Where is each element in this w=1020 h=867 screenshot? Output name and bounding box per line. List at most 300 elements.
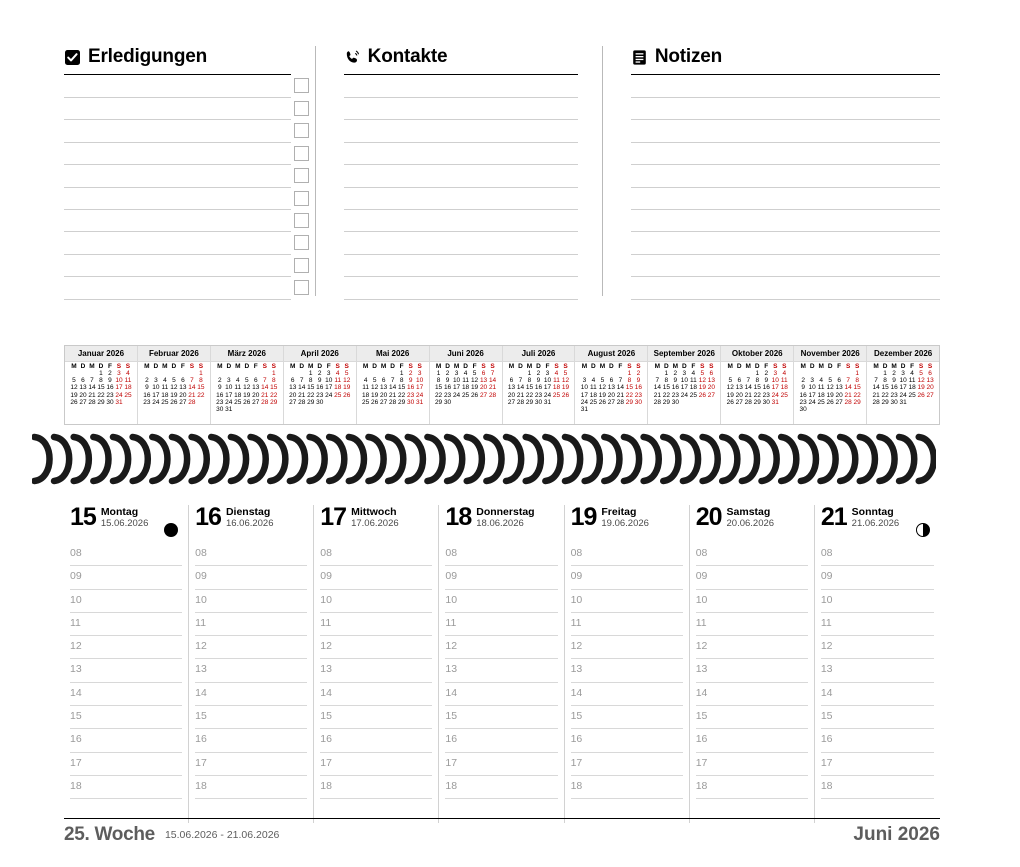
hour-slot[interactable]: 16 — [70, 729, 182, 752]
hour-slot[interactable]: 12 — [320, 636, 432, 659]
month-day-cell[interactable]: 10 — [680, 377, 688, 385]
month-day-cell[interactable]: 31 — [543, 398, 552, 406]
month-day-cell[interactable]: 22 — [753, 391, 761, 399]
month-day-cell[interactable]: 27 — [707, 391, 715, 399]
month-day-cell[interactable]: 23 — [671, 391, 679, 399]
month-day-cell[interactable]: 28 — [653, 398, 661, 406]
month-day-cell[interactable]: 8 — [855, 377, 859, 385]
month-day-cell[interactable]: 22 — [662, 391, 670, 399]
hour-slot[interactable]: 16 — [195, 729, 307, 752]
month-day-cell[interactable]: 13 — [79, 384, 87, 392]
month-day-cell[interactable]: 25 — [780, 391, 788, 399]
month-day-cell[interactable]: 15 — [398, 384, 406, 392]
month-day-cell[interactable]: 7 — [299, 377, 304, 385]
month-day-cell[interactable]: 16 — [143, 391, 151, 399]
todo-checkbox[interactable] — [294, 213, 309, 228]
month-day-cell[interactable]: 30 — [799, 406, 807, 414]
month-day-cell[interactable]: 27 — [926, 391, 934, 399]
month-day-cell[interactable]: 31 — [771, 398, 779, 406]
hour-slot[interactable]: 16 — [320, 729, 432, 752]
month-day-cell[interactable]: 22 — [881, 391, 889, 399]
month-day-cell[interactable]: 21 — [616, 391, 625, 399]
month-day-cell[interactable]: 19 — [343, 384, 351, 392]
month-day-cell[interactable]: 28 — [844, 398, 852, 406]
month-day-cell[interactable]: 12 — [243, 384, 251, 392]
month-day-cell[interactable]: 19 — [726, 391, 734, 399]
month-block[interactable] — [65, 346, 138, 424]
hour-slot[interactable]: 18 — [571, 776, 683, 799]
month-day-cell[interactable]: 17 — [543, 384, 552, 392]
month-day-cell[interactable]: 6 — [290, 377, 295, 385]
month-day-cell[interactable]: 9 — [764, 377, 769, 385]
month-day-cell[interactable]: 21 — [488, 384, 497, 392]
month-day-cell[interactable]: 4 — [782, 370, 787, 377]
hour-slot[interactable]: 11 — [571, 613, 683, 636]
todo-line[interactable] — [64, 210, 291, 232]
month-day-cell[interactable]: 13 — [735, 384, 743, 392]
hour-slot[interactable]: 13 — [70, 659, 182, 682]
hour-slot[interactable]: 09 — [821, 566, 934, 589]
hour-slot[interactable]: 15 — [195, 706, 307, 729]
month-day-cell[interactable]: 19 — [243, 391, 251, 399]
hour-slot[interactable]: 10 — [70, 590, 182, 613]
month-day-cell[interactable]: 5 — [344, 370, 349, 377]
month-day-cell[interactable]: 2 — [764, 370, 769, 377]
contacts-line[interactable] — [344, 98, 578, 120]
month-day-cell[interactable]: 28 — [88, 398, 96, 406]
month-day-cell[interactable]: 16 — [634, 384, 643, 392]
month-day-cell[interactable]: 3 — [326, 370, 331, 377]
hour-slot[interactable]: 13 — [320, 659, 432, 682]
hour-slot[interactable]: 12 — [821, 636, 934, 659]
month-day-cell[interactable]: 16 — [890, 384, 898, 392]
month-day-cell[interactable]: 8 — [99, 377, 103, 385]
month-day-cell[interactable]: 29 — [270, 398, 278, 406]
hour-slot[interactable]: 14 — [70, 683, 182, 706]
month-day-cell[interactable]: 29 — [662, 398, 670, 406]
month-day-cell[interactable]: 6 — [481, 370, 486, 377]
hour-slot[interactable]: 15 — [70, 706, 182, 729]
contacts-line[interactable] — [344, 255, 578, 277]
month-day-cell[interactable]: 20 — [479, 384, 488, 392]
month-day-cell[interactable]: 29 — [97, 398, 105, 406]
month-day-cell[interactable]: 4 — [335, 370, 340, 377]
hour-slot[interactable]: 10 — [696, 590, 808, 613]
month-day-cell[interactable]: 2 — [536, 370, 541, 377]
month-day-cell[interactable]: 11 — [553, 377, 560, 385]
month-day-cell[interactable]: 26 — [170, 398, 178, 406]
month-day-cell[interactable]: 19 — [598, 391, 607, 399]
month-day-cell[interactable]: 2 — [145, 377, 149, 385]
month-day-cell[interactable]: 5 — [72, 377, 76, 385]
todo-line[interactable] — [64, 277, 291, 299]
month-day-cell[interactable]: 2 — [673, 370, 678, 377]
hour-slot[interactable]: 18 — [445, 776, 557, 799]
month-day-cell[interactable]: 1 — [855, 370, 859, 377]
notes-line[interactable] — [631, 98, 940, 120]
hour-slot[interactable]: 14 — [320, 683, 432, 706]
month-day-cell[interactable]: 5 — [563, 370, 568, 377]
month-day-cell[interactable]: 27 — [380, 398, 388, 406]
month-block[interactable] — [721, 346, 794, 424]
month-day-cell[interactable]: 17 — [771, 384, 779, 392]
month-day-cell[interactable]: 31 — [580, 406, 589, 414]
month-block[interactable] — [430, 346, 503, 424]
month-day-cell[interactable]: 1 — [527, 370, 532, 377]
month-day-cell[interactable]: 9 — [408, 377, 413, 385]
month-day-cell[interactable]: 14 — [488, 377, 497, 385]
month-day-cell[interactable]: 4 — [691, 370, 696, 377]
month-day-cell[interactable]: 10 — [225, 384, 233, 392]
month-day-cell[interactable]: 14 — [616, 384, 625, 392]
month-day-cell[interactable]: 3 — [226, 377, 231, 385]
month-day-cell[interactable]: 23 — [407, 391, 415, 399]
month-day-cell[interactable]: 25 — [552, 391, 561, 399]
month-day-cell[interactable]: 26 — [917, 391, 925, 399]
month-day-cell[interactable]: 19 — [698, 384, 706, 392]
hour-slot[interactable]: 08 — [445, 543, 557, 566]
month-day-cell[interactable]: 19 — [170, 391, 178, 399]
month-day-cell[interactable]: 22 — [525, 391, 534, 399]
month-day-cell[interactable]: 14 — [516, 384, 525, 392]
month-day-cell[interactable]: 5 — [372, 377, 377, 385]
month-day-cell[interactable]: 10 — [452, 377, 461, 385]
todo-line[interactable] — [64, 120, 291, 142]
month-day-cell[interactable]: 13 — [707, 377, 715, 385]
month-day-cell[interactable]: 9 — [536, 377, 541, 385]
month-day-cell[interactable]: 30 — [316, 398, 324, 406]
hour-slot[interactable]: 08 — [320, 543, 432, 566]
month-day-cell[interactable]: 12 — [826, 384, 834, 392]
month-day-cell[interactable]: 3 — [582, 377, 587, 385]
month-day-cell[interactable]: 5 — [244, 377, 249, 385]
hour-slot[interactable]: 13 — [821, 659, 934, 682]
month-day-cell[interactable]: 27 — [735, 398, 743, 406]
month-day-cell[interactable]: 4 — [126, 370, 130, 377]
month-day-cell[interactable]: 17 — [115, 384, 123, 392]
month-day-cell[interactable]: 22 — [270, 391, 278, 399]
hour-slot[interactable]: 18 — [70, 776, 182, 799]
month-day-cell[interactable]: 13 — [252, 384, 260, 392]
month-day-cell[interactable]: 11 — [462, 377, 469, 385]
hour-slot[interactable]: 09 — [70, 566, 182, 589]
month-day-cell[interactable]: 12 — [343, 377, 351, 385]
month-day-cell[interactable]: 27 — [835, 398, 843, 406]
month-day-cell[interactable]: 7 — [190, 377, 194, 385]
month-day-cell[interactable]: 17 — [225, 391, 233, 399]
month-day-cell[interactable]: 16 — [316, 384, 324, 392]
month-day-cell[interactable]: 17 — [808, 391, 816, 399]
month-block[interactable] — [867, 346, 939, 424]
month-day-cell[interactable]: 5 — [172, 377, 176, 385]
month-block[interactable] — [211, 346, 284, 424]
month-day-cell[interactable]: 22 — [197, 391, 205, 399]
month-day-cell[interactable]: 15 — [270, 384, 278, 392]
hour-slot[interactable]: 10 — [571, 590, 683, 613]
month-day-cell[interactable]: 16 — [799, 391, 807, 399]
month-day-cell[interactable]: 9 — [217, 384, 222, 392]
month-day-cell[interactable]: 20 — [79, 391, 87, 399]
month-day-cell[interactable]: 4 — [463, 370, 468, 377]
hour-slot[interactable]: 11 — [821, 613, 934, 636]
month-day-cell[interactable]: 3 — [417, 370, 422, 377]
todo-checkbox[interactable] — [294, 168, 309, 183]
month-day-cell[interactable]: 4 — [910, 370, 914, 377]
month-day-cell[interactable]: 27 — [252, 398, 260, 406]
month-day-cell[interactable]: 2 — [108, 370, 112, 377]
month-day-cell[interactable]: 1 — [883, 370, 887, 377]
notes-line[interactable] — [631, 277, 940, 299]
month-day-cell[interactable]: 18 — [689, 384, 697, 392]
month-day-cell[interactable]: 19 — [917, 384, 925, 392]
month-day-cell[interactable]: 7 — [746, 377, 751, 385]
hour-slot[interactable]: 17 — [821, 753, 934, 776]
month-day-cell[interactable]: 2 — [636, 370, 641, 377]
month-day-cell[interactable]: 16 — [407, 384, 415, 392]
month-day-cell[interactable]: 23 — [799, 398, 807, 406]
month-day-cell[interactable]: 6 — [81, 377, 85, 385]
month-day-cell[interactable]: 18 — [817, 391, 825, 399]
month-day-cell[interactable]: 1 — [271, 370, 276, 377]
month-day-cell[interactable]: 9 — [801, 384, 805, 392]
month-day-cell[interactable]: 4 — [819, 377, 823, 385]
month-day-cell[interactable]: 1 — [627, 370, 632, 377]
month-day-cell[interactable]: 12 — [698, 377, 706, 385]
month-day-cell[interactable]: 7 — [262, 377, 267, 385]
month-day-cell[interactable]: 12 — [70, 384, 78, 392]
month-day-cell[interactable]: 1 — [199, 370, 203, 377]
month-day-cell[interactable]: 9 — [673, 377, 678, 385]
month-day-cell[interactable]: 23 — [534, 391, 543, 399]
todo-checkbox[interactable] — [294, 78, 309, 93]
month-day-cell[interactable]: 3 — [901, 370, 905, 377]
month-day-cell[interactable]: 25 — [334, 391, 342, 399]
month-day-cell[interactable]: 7 — [874, 377, 878, 385]
month-day-cell[interactable]: 8 — [199, 377, 203, 385]
month-day-cell[interactable]: 24 — [325, 391, 333, 399]
hour-slot[interactable]: 15 — [320, 706, 432, 729]
month-day-cell[interactable]: 18 — [362, 391, 370, 399]
hour-slot[interactable]: 13 — [195, 659, 307, 682]
month-day-cell[interactable]: 28 — [872, 398, 880, 406]
month-day-cell[interactable]: 24 — [543, 391, 552, 399]
month-day-cell[interactable]: 30 — [890, 398, 898, 406]
hour-slot[interactable]: 09 — [195, 566, 307, 589]
month-day-cell[interactable]: 11 — [334, 377, 342, 385]
month-day-cell[interactable]: 11 — [780, 377, 788, 385]
hour-slot[interactable]: 14 — [571, 683, 683, 706]
month-day-cell[interactable]: 18 — [334, 384, 342, 392]
month-day-cell[interactable]: 20 — [707, 384, 715, 392]
month-day-cell[interactable]: 9 — [892, 377, 896, 385]
month-day-cell[interactable]: 29 — [434, 398, 443, 406]
hour-slot[interactable]: 11 — [696, 613, 808, 636]
month-day-cell[interactable]: 10 — [899, 377, 907, 385]
month-day-cell[interactable]: 10 — [325, 377, 333, 385]
month-day-cell[interactable]: 20 — [179, 391, 187, 399]
hour-slot[interactable]: 17 — [195, 753, 307, 776]
todo-checkbox[interactable] — [294, 191, 309, 206]
month-day-cell[interactable]: 8 — [436, 377, 441, 385]
month-day-cell[interactable]: 31 — [899, 398, 907, 406]
month-day-cell[interactable]: 15 — [881, 384, 889, 392]
month-day-cell[interactable]: 27 — [79, 398, 87, 406]
month-day-cell[interactable]: 3 — [773, 370, 778, 377]
todo-line[interactable] — [64, 143, 291, 165]
month-day-cell[interactable]: 9 — [317, 377, 322, 385]
month-day-cell[interactable]: 7 — [618, 377, 623, 385]
month-day-cell[interactable]: 24 — [808, 398, 816, 406]
notes-line[interactable] — [631, 188, 940, 210]
month-block[interactable] — [503, 346, 576, 424]
month-day-cell[interactable]: 23 — [316, 391, 324, 399]
todo-checkbox[interactable] — [294, 258, 309, 273]
month-day-cell[interactable]: 7 — [490, 370, 495, 377]
month-day-cell[interactable]: 26 — [470, 391, 479, 399]
month-day-cell[interactable]: 1 — [99, 370, 103, 377]
month-day-cell[interactable]: 15 — [662, 384, 670, 392]
month-day-cell[interactable]: 30 — [106, 398, 114, 406]
month-day-cell[interactable]: 22 — [398, 391, 406, 399]
hour-slot[interactable]: 12 — [70, 636, 182, 659]
month-day-cell[interactable]: 25 — [689, 391, 697, 399]
month-day-cell[interactable]: 20 — [926, 384, 934, 392]
month-day-cell[interactable]: 25 — [908, 391, 916, 399]
month-day-cell[interactable]: 24 — [225, 398, 233, 406]
hour-slot[interactable]: 17 — [320, 753, 432, 776]
month-day-cell[interactable]: 15 — [853, 384, 861, 392]
todo-line[interactable] — [64, 75, 291, 98]
hour-slot[interactable]: 14 — [195, 683, 307, 706]
month-day-cell[interactable]: 12 — [170, 384, 178, 392]
month-day-cell[interactable]: 8 — [755, 377, 760, 385]
month-day-cell[interactable]: 5 — [828, 377, 832, 385]
month-day-cell[interactable]: 27 — [607, 398, 616, 406]
month-day-cell[interactable]: 15 — [197, 384, 205, 392]
hour-slot[interactable]: 12 — [445, 636, 557, 659]
month-day-cell[interactable]: 24 — [416, 391, 424, 399]
month-day-cell[interactable]: 13 — [289, 384, 297, 392]
month-day-cell[interactable]: 4 — [363, 377, 368, 385]
month-day-cell[interactable]: 28 — [616, 398, 625, 406]
month-day-cell[interactable]: 24 — [771, 391, 779, 399]
hour-slot[interactable]: 13 — [571, 659, 683, 682]
month-day-cell[interactable]: 10 — [543, 377, 552, 385]
contacts-line[interactable] — [344, 232, 578, 254]
month-day-cell[interactable]: 18 — [780, 384, 788, 392]
month-day-cell[interactable]: 12 — [726, 384, 734, 392]
month-day-cell[interactable]: 28 — [516, 398, 525, 406]
month-day-cell[interactable]: 10 — [152, 384, 160, 392]
month-block[interactable] — [575, 346, 648, 424]
month-day-cell[interactable]: 2 — [801, 377, 805, 385]
todo-checkbox[interactable] — [294, 280, 309, 295]
month-block[interactable] — [794, 346, 867, 424]
month-day-cell[interactable]: 21 — [88, 391, 96, 399]
month-day-cell[interactable]: 3 — [682, 370, 687, 377]
month-day-cell[interactable]: 2 — [217, 377, 222, 385]
month-day-cell[interactable]: 3 — [454, 370, 459, 377]
month-day-cell[interactable]: 22 — [625, 391, 634, 399]
month-day-cell[interactable]: 1 — [664, 370, 669, 377]
month-day-cell[interactable]: 5 — [472, 370, 477, 377]
month-day-cell[interactable]: 24 — [580, 398, 589, 406]
month-day-cell[interactable]: 8 — [271, 377, 276, 385]
month-day-cell[interactable]: 26 — [561, 391, 570, 399]
month-day-cell[interactable]: 27 — [507, 398, 516, 406]
month-day-cell[interactable]: 28 — [261, 398, 269, 406]
month-day-cell[interactable]: 24 — [452, 391, 461, 399]
month-day-cell[interactable]: 12 — [917, 377, 925, 385]
month-day-cell[interactable]: 17 — [680, 384, 688, 392]
hour-slot[interactable]: 12 — [571, 636, 683, 659]
month-day-cell[interactable]: 18 — [908, 384, 916, 392]
hour-slot[interactable]: 14 — [696, 683, 808, 706]
month-day-cell[interactable]: 3 — [117, 370, 121, 377]
month-day-cell[interactable]: 30 — [634, 398, 643, 406]
month-day-cell[interactable]: 2 — [892, 370, 896, 377]
month-day-cell[interactable]: 24 — [115, 391, 123, 399]
hour-slot[interactable]: 09 — [696, 566, 808, 589]
todo-line[interactable] — [64, 232, 291, 254]
month-day-cell[interactable]: 23 — [762, 391, 770, 399]
month-day-cell[interactable]: 13 — [380, 384, 388, 392]
hour-slot[interactable]: 11 — [70, 613, 182, 636]
month-day-cell[interactable]: 7 — [518, 377, 523, 385]
contacts-line[interactable] — [344, 188, 578, 210]
month-day-cell[interactable]: 15 — [307, 384, 315, 392]
month-day-cell[interactable]: 6 — [837, 377, 841, 385]
month-day-cell[interactable]: 13 — [507, 384, 516, 392]
month-day-cell[interactable]: 17 — [416, 384, 424, 392]
hour-slot[interactable]: 11 — [320, 613, 432, 636]
month-day-cell[interactable]: 10 — [115, 377, 123, 385]
month-day-cell[interactable]: 20 — [252, 391, 260, 399]
month-day-cell[interactable]: 16 — [216, 391, 224, 399]
month-day-cell[interactable]: 6 — [253, 377, 258, 385]
notes-line[interactable] — [631, 75, 940, 98]
hour-slot[interactable]: 13 — [696, 659, 808, 682]
month-day-cell[interactable]: 10 — [416, 377, 424, 385]
month-day-cell[interactable]: 22 — [434, 391, 443, 399]
month-day-cell[interactable]: 21 — [653, 391, 661, 399]
month-day-cell[interactable]: 27 — [179, 398, 187, 406]
month-day-cell[interactable]: 9 — [445, 377, 450, 385]
month-day-cell[interactable]: 29 — [881, 398, 889, 406]
hour-slot[interactable]: 08 — [571, 543, 683, 566]
month-day-cell[interactable]: 19 — [470, 384, 479, 392]
month-day-cell[interactable]: 16 — [534, 384, 543, 392]
month-day-cell[interactable]: 17 — [152, 391, 160, 399]
month-day-cell[interactable]: 11 — [234, 384, 242, 392]
hour-slot[interactable]: 15 — [821, 706, 934, 729]
month-day-cell[interactable]: 12 — [561, 377, 570, 385]
month-day-cell[interactable]: 29 — [307, 398, 315, 406]
month-day-cell[interactable]: 8 — [664, 377, 669, 385]
month-day-cell[interactable]: 24 — [899, 391, 907, 399]
hour-slot[interactable]: 13 — [445, 659, 557, 682]
month-day-cell[interactable]: 26 — [598, 398, 607, 406]
contacts-line[interactable] — [344, 75, 578, 98]
month-day-cell[interactable]: 14 — [844, 384, 852, 392]
todo-line[interactable] — [64, 98, 291, 120]
notes-line[interactable] — [631, 255, 940, 277]
month-day-cell[interactable]: 1 — [436, 370, 441, 377]
contacts-line[interactable] — [344, 277, 578, 299]
month-day-cell[interactable]: 23 — [216, 398, 224, 406]
contacts-line[interactable] — [344, 210, 578, 232]
month-day-cell[interactable]: 22 — [307, 391, 315, 399]
